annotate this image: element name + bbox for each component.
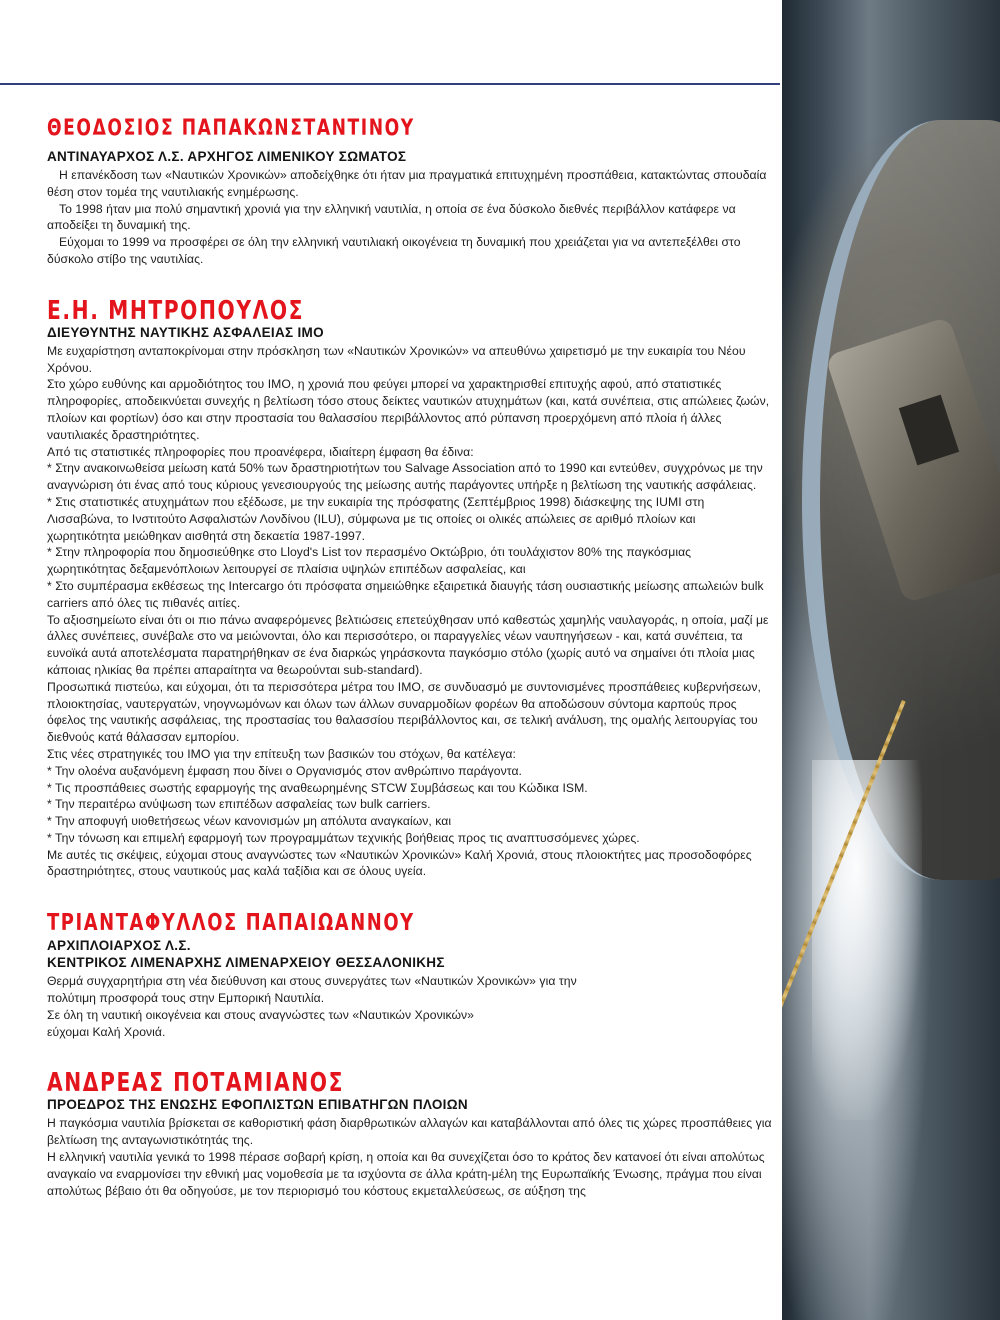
paragraph: Σε όλη τη ναυτική οικογένεια και στους αναγνώστες των «Ναυτικών Χρονικών»	[47, 1007, 475, 1022]
list-item: * Στην ανακοινωθείσα μείωση κατά 50% των δραστηριοτήτων του Salvage Association από το 1990 και εντεύθεν, συγχρόνως με την αναγνώριση ότι ένας από τους κύριους γενεσιουργούς της μείωσης αυτής παράγοντες υπήρξε η βελτίωση της ναυτικής ασφάλειας.	[47, 461, 763, 493]
list-item: * Στο συμπέρασμα εκθέσεως της Intercargo ότι πρόσφατα σημειώθηκε εξαιρετικά διαυγής τάση ουσιαστικής μείωσης απωλειών bulk carriers από όλες τις πιθανές αιτίες.	[47, 578, 764, 610]
paragraph: Με ευχαρίστηση ανταποκρίνομαι στην πρόσκληση των «Ναυτικών Χρονικών» να απευθύνω χαιρετισμό με την ευκαιρία του Νέου Χρόνου.	[47, 343, 746, 375]
paragraph: Προσωπικά πιστεύω, και εύχομαι, ότι τα περισσότερα μέτρα του ΙΜΟ, σε συνδυασμό με συντονισμένες προσπάθειες κυβερνήσεων, πλοιοκτησίας, ναυτεργατών, νηογνωμόνων και όλων των άλλων συναρμοδίων φορέων θα αποδώσουν σύντομα καρπούς προς όφελος της ναυτικής ασφάλειας, της προστασίας του θαλασσίου περιβάλλοντος και, σε τελική ανάλυση, της ομαλής λειτουργίας του διεθνούς κατά θάλασσαν εμπορίου.	[47, 679, 761, 745]
list-item: * Την περαιτέρω ανύψωση των επιπέδων ασφαλείας των bulk carriers.	[47, 797, 431, 812]
ship-anchor-photo	[782, 0, 1000, 1320]
article-content	[47, 118, 772, 1227]
section-title: ΔΙΕΥΘΥΝΤΗΣ ΝΑΥΤΙΚΗΣ ΑΣΦΑΛΕΙΑΣ ΙΜΟ	[47, 324, 324, 340]
list-item: * Τις προσπάθειες σωστής εφαρμογής της αναθεωρημένης STCW Συμβάσεως και του Κώδικα ISM.	[47, 780, 588, 795]
section-name: ΘΕΟΔΟΣΙΟΣ ΠΑΠΑΚΩΝΣΤΑΝΤΙΝΟΥ	[47, 116, 415, 141]
section-mitropoulos	[47, 295, 772, 881]
section-name: ΑΝΔΡΕΑΣ ΠΟΤΑΜΙΑΝΟΣ	[47, 1068, 345, 1099]
list-item: * Την τόνωση και επιμελή εφαρμογή των προγραμμάτων τεχνικής βοήθειας προς τις αναπτυσσόμενες χώρες.	[47, 830, 640, 845]
paragraph: Η παγκόσμια ναυτιλία βρίσκεται σε καθοριστική φάση διαρθρωτικών αλλαγών και καταβάλλονται από όλες τις χώρες προσπάθειες για βελτίωση της ανταγωνιστικότητάς της.	[47, 1116, 772, 1148]
header-rule	[0, 83, 780, 85]
section-name: Ε.Η. ΜΗΤΡΟΠΟΥΛΟΣ	[47, 295, 305, 326]
paragraph: Το 1998 ήταν μια πολύ σημαντική χρονιά για την ελληνική ναυτιλία, η οποία σε ένα δύσκολο διεθνές περιβάλλον κατάφερε να αποδείξει τη δυναμική της.	[47, 201, 736, 233]
paragraph: Στο χώρο ευθύνης και αρμοδιότητος του ΙΜΟ, η χρονιά που φεύγει μπορεί να χαρακτηρισθεί επιτυχής αφού, από στατιστικές πληροφορίες, αποδεικνύεται συνεχής η βελτίωση τόσο στους δείκτες ναυτικών ατυχημάτων (και, κατά συνέπεια, στις απώλειες ζωών, πλοίων και φορτίων) όσο και στην προστασία του θαλασσίου περιβάλλοντος από ρύπανση προερχόμενη από πλοία ή άλλες ναυτιλιακές δραστηριότητες.	[47, 377, 770, 442]
section-subtitle: ΚΕΝΤΡΙΚΟΣ ΛΙΜΕΝΑΡΧΗΣ ΛΙΜΕΝΑΡΧΕΙΟΥ ΘΕΣΣΑΛΟΝΙΚΗΣ	[47, 955, 445, 971]
section-papaioannou	[47, 912, 772, 1040]
section-title: ΑΝΤΙΝΑΥΑΡΧΟΣ Λ.Σ. ΑΡΧΗΓΟΣ ΛΙΜΕΝΙΚΟΥ ΣΩΜΑΤΟΣ	[47, 149, 407, 164]
list-item: * Την αποφυγή υιοθετήσεως νέων κανονισμών μη απόλυτα αναγκαίων, και	[47, 814, 452, 829]
section-papakonstantinou	[47, 118, 772, 268]
list-item: * Στην πληροφορία που δημοσιεύθηκε στο Lloyd's List τον περασμένο Οκτώβριο, ότι τουλάχιστον 80% της παγκόσμιας χωρητικότητας δεξαμενόπλοιων λειτουργεί σε πλαίσια υψηλών επιπέδων ασφαλείας, και	[47, 545, 692, 577]
section-name: ΤΡΙΑΝΤΑΦΥΛΛΟΣ ΠΑΠΑΙΩΑΝΝΟΥ	[47, 910, 415, 937]
paragraph: Εύχομαι το 1999 να προσφέρει σε όλη την ελληνική ναυτιλιακή οικογένεια τη δυναμική που χρειάζεται για να αντεπεξέλθει στο δύσκολο στίβο της ναυτιλίας.	[47, 235, 741, 266]
list-item: * Στις στατιστικές ατυχημάτων που εξέδωσε, με την ευκαιρία της πρόσφατης (Σεπτέμβριος 1998) διάσκεψης της IUMI στη Λισσαβώνα, το Ινστιτούτο Ασφαλιστών Λονδίνου (ILU), σύμφωνα με τις οποίες οι ολικές απώλειες σε αριθμό πλοίων και χωρητικότητα μειώθηκαν αισθητά στη δεκαετία 1987-1997.	[47, 494, 705, 543]
water-spray-shape	[812, 760, 922, 1120]
paragraph: εύχομαι Καλή Χρονιά.	[47, 1024, 166, 1039]
paragraph: Η ελληνική ναυτιλία γενικά το 1998 πέρασε σοβαρή κρίση, η οποία και θα συνεχίζεται όσο το κράτος δεν κατανοεί ότι είναι απολύτως αναγκαίο να εναρμονίσει την εθνική μας νομοθεσία με τα ισχύοντα σε άλλα κράτη-μέλη της Ευρωπαϊκής Ένωσης, πράγμα που είναι απολύτως βέβαιο ότι θα οδηγούσε, με τον περιορισμό του κόστους εκμεταλλεύσεως, σε αύξηση της	[47, 1150, 765, 1198]
section-title: ΑΡΧΙΠΛΟΙΑΡΧΟΣ Λ.Σ.	[47, 938, 191, 954]
section-potamianos	[47, 1070, 772, 1199]
list-item: * Την ολοένα αυξανόμενη έμφαση που δίνει ο Οργανισμός στον ανθρώπινο παράγοντα.	[47, 763, 522, 778]
paragraph: Το αξιοσημείωτο είναι ότι οι πιο πάνω αναφερόμενες βελτιώσεις επετεύχθησαν υπό καθεστώς χαμηλής ναυλαγοράς, η οποία, μαζί με άλλες συνέπειες, συνέβαλε στο να μειώνονται, όλο και περισσότερο, οι παραγγελίες νέων ναυπηγήσεων - και, κατά συνέπεια, τα ευνοϊκά αυτά αποτελέσματα παρατηρήθηκαν σε ένα διαρκώς γηράσκοντα παγκόσμιο στόλο (χωρίς αυτό να σημαίνει ότι πλοία μιας κάποιας ηλικίας θα πρέπει απαραίτητα να θεωρούνται sub-standard).	[47, 612, 769, 677]
section-title: ΠΡΟΕΔΡΟΣ ΤΗΣ ΕΝΩΣΗΣ ΕΦΟΠΛΙΣΤΩΝ ΕΠΙΒΑΤΗΓΩΝ ΠΛΟΙΩΝ	[47, 1097, 468, 1113]
paragraph: Από τις στατιστικές πληροφορίες που προανέφερα, ιδιαίτερη έμφαση θα έδινα:	[47, 444, 474, 459]
paragraph: Με αυτές τις σκέψεις, εύχομαι στους αναγνώστες των «Ναυτικών Χρονικών» Καλή Χρονιά, στους πλοιοκτήτες μας προσοδοφόρες δραστηριότητες, στους ναυτικούς μας καλά ταξίδια και σε όλους υγεία.	[47, 847, 752, 879]
paragraph: Θερμά συγχαρητήρια στη νέα διεύθυνση και στους συνεργάτες των «Ναυτικών Χρονικών» για την πολύτιμη προσφορά τους στην Εμπορική Ναυτιλία.	[47, 974, 577, 1006]
paragraph: Η επανέκδοση των «Ναυτικών Χρονικών» αποδείχθηκε ότι ήταν μια πραγματικά επιτυχημένη προσπάθεια, κατακτώντας σπουδαία θέση στον τομέα της ναυτιλιακής ενημέρωσης.	[47, 168, 767, 199]
paragraph: Στις νέες στρατηγικές του ΙΜΟ για την επίτευξη των βασικών του στόχων, θα κατέλεγα:	[47, 746, 516, 761]
